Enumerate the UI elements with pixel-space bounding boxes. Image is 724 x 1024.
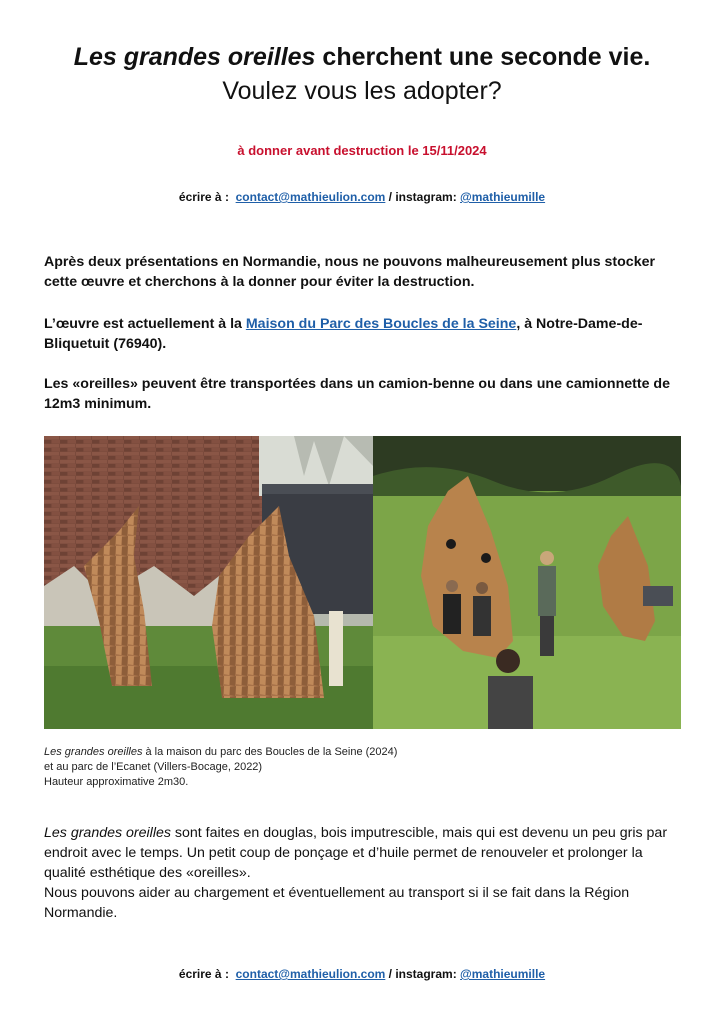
photo-maison-du-parc-image	[44, 436, 373, 729]
page-title	[0, 40, 724, 108]
instagram-link[interactable]: @mathieumille	[460, 190, 546, 204]
caption-line-2: et au parc de l’Ecanet (Villers-Bocage, 2022)	[44, 761, 263, 773]
email-link-bottom[interactable]: contact@mathieulion.com	[235, 967, 386, 981]
email-link[interactable]: contact@mathieulion.com	[235, 190, 386, 204]
description-text-2: Nous pouvons aider au chargement et éventuellement au transport si il se fait dans la Région Normandie.	[44, 885, 630, 921]
paragraph-transport: Les «oreilles» peuvent être transportées dans un camion-benne ou dans une camionnette de 12m3 minimum.	[44, 376, 670, 412]
caption-italic: Les grandes oreilles	[44, 746, 143, 758]
paragraph-storage: Après deux présentations en Normandie, nous ne pouvons malheureusement plus stocker cette œuvre et cherchons à la donner pour éviter la destruction.	[44, 254, 655, 290]
deadline-notice: à donner avant destruction le 15/11/2024	[237, 143, 487, 158]
caption-line-3: Hauteur approximative 2m30.	[44, 776, 189, 788]
title-rest: cherchent une seconde vie.	[315, 43, 651, 71]
maison-du-parc-link[interactable]: Maison du Parc des Boucles de la Seine	[245, 316, 517, 332]
description-paragraph	[44, 823, 684, 923]
photo-strip	[44, 436, 681, 729]
contact-separator: / instagram:	[385, 190, 461, 204]
photo-maison-du-parc	[44, 436, 373, 729]
photo-parc-ecanet	[373, 436, 681, 729]
description-italic: Les grandes oreilles	[44, 825, 171, 841]
contact-line-bottom	[0, 967, 724, 981]
paragraph-location	[44, 314, 684, 354]
subtitle: Voulez vous les adopter?	[222, 77, 502, 105]
caption-line-1-rest: à la maison du parc des Boucles de la Seine (2024)	[142, 746, 398, 758]
contact-line-top	[0, 190, 724, 204]
location-after: , à Notre-Dame-de-Bliquetuit (76940).	[44, 316, 643, 352]
caption-line-1	[44, 745, 397, 760]
contact-separator-bottom: / instagram:	[385, 967, 461, 981]
contact-prefix: écrire à :	[178, 190, 229, 204]
description-rest: sont faites en douglas, bois imputrescible, mais qui est devenu un peu gris par endroit avec le temps. Un petit coup de ponçage et d’huile permet de renouveler et prolonger la qualité esthétique des «oreilles».	[44, 825, 668, 881]
title-italic: Les grandes oreilles	[73, 43, 316, 71]
title-line-1	[0, 40, 724, 74]
instagram-link-bottom[interactable]: @mathieumille	[460, 967, 546, 981]
contact-prefix-bottom: écrire à :	[178, 967, 229, 981]
photo-caption	[44, 745, 397, 790]
photo-parc-ecanet-image	[373, 436, 681, 729]
location-before: L’œuvre est actuellement à la	[44, 316, 246, 332]
description-text-1	[44, 823, 684, 883]
